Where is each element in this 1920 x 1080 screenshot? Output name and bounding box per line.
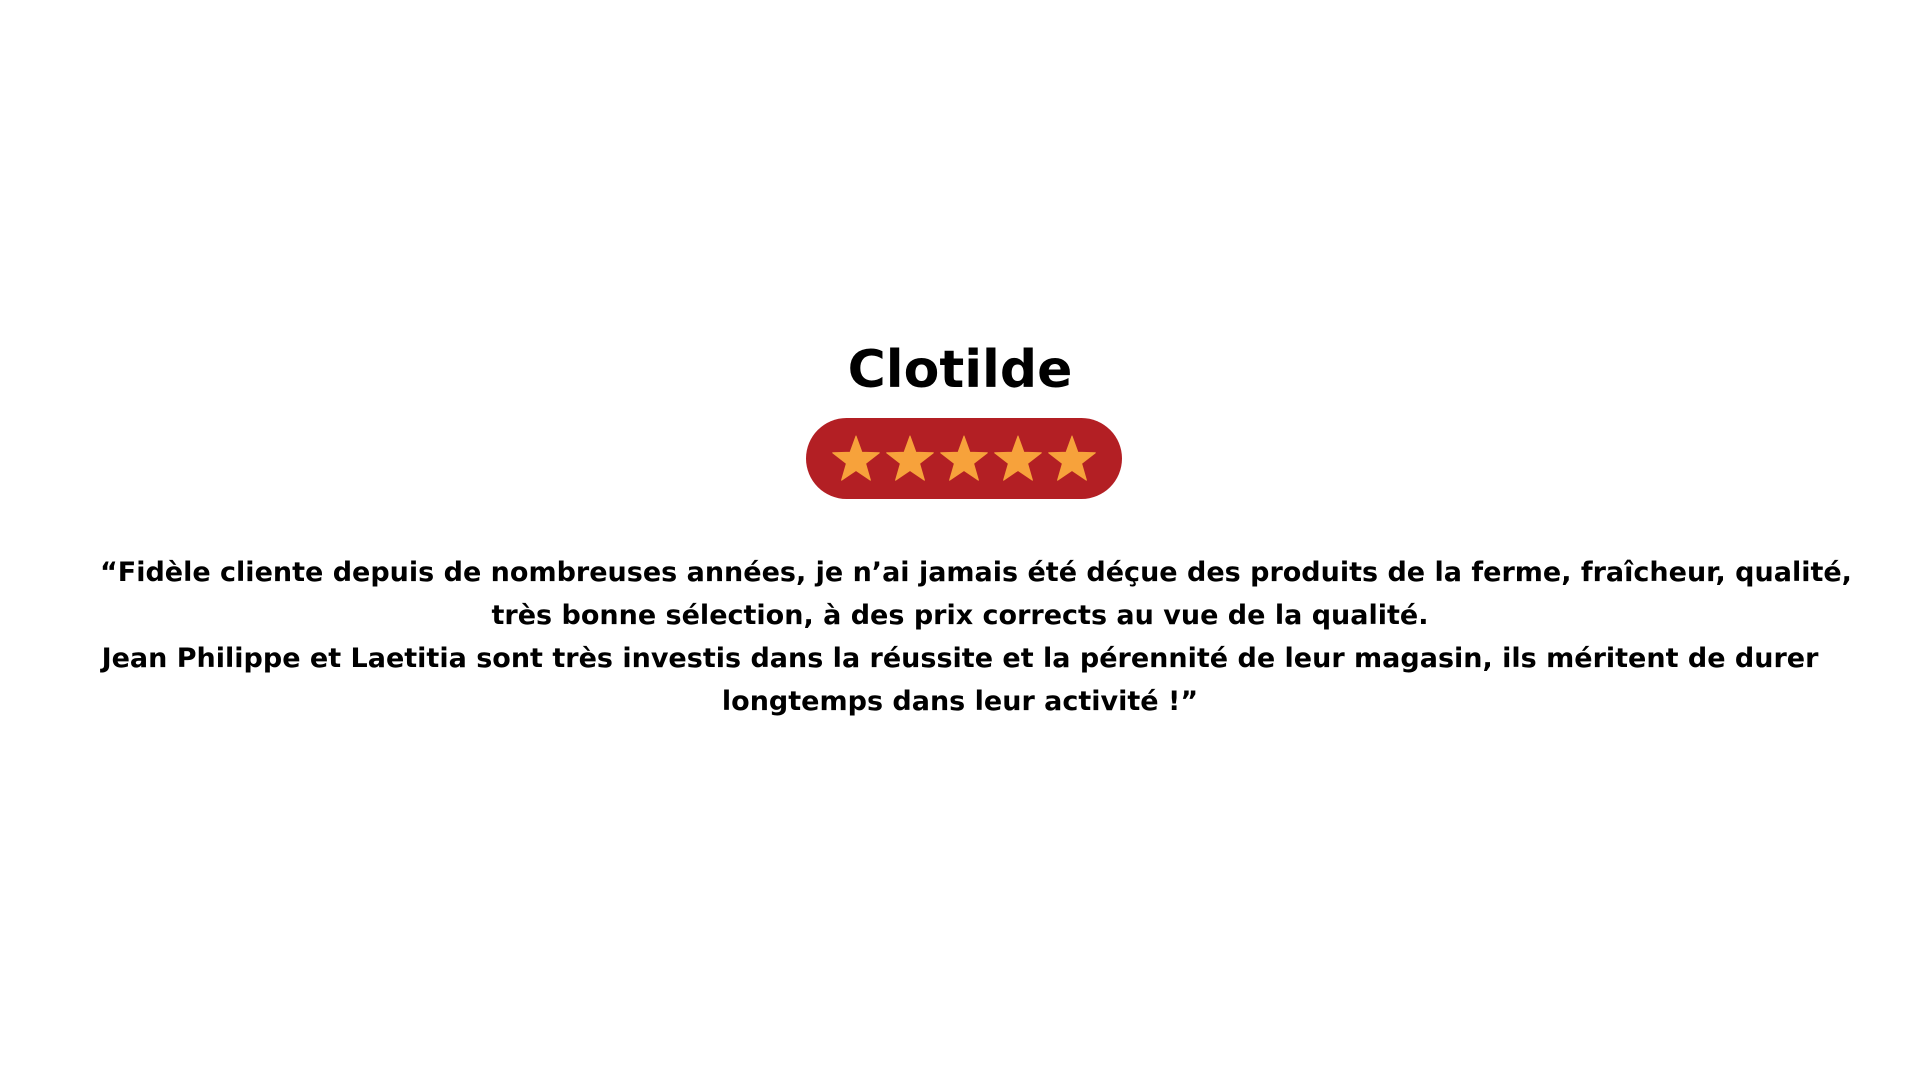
star-icon	[1047, 434, 1097, 484]
review-line: Jean Philippe et Laetitia sont très investis dans la réussite et la pérennité de leur magasin, ils méritent de durer	[101, 643, 1819, 674]
star-icon	[831, 434, 881, 484]
review-line: longtemps dans leur activité !”	[721, 686, 1199, 717]
review-line: très bonne sélection, à des prix corrects au vue de la qualité.	[491, 600, 1429, 631]
star-icon	[939, 434, 989, 484]
star-icon	[885, 434, 935, 484]
star-rating	[806, 418, 1122, 499]
review-line: “Fidèle cliente depuis de nombreuses années, je n’ai jamais été déçue des produits de la ferme, fraîcheur, qualité,	[100, 557, 1852, 588]
review-text	[100, 551, 1852, 723]
reviewer-name: Clotilde	[847, 340, 1073, 400]
star-icon	[993, 434, 1043, 484]
